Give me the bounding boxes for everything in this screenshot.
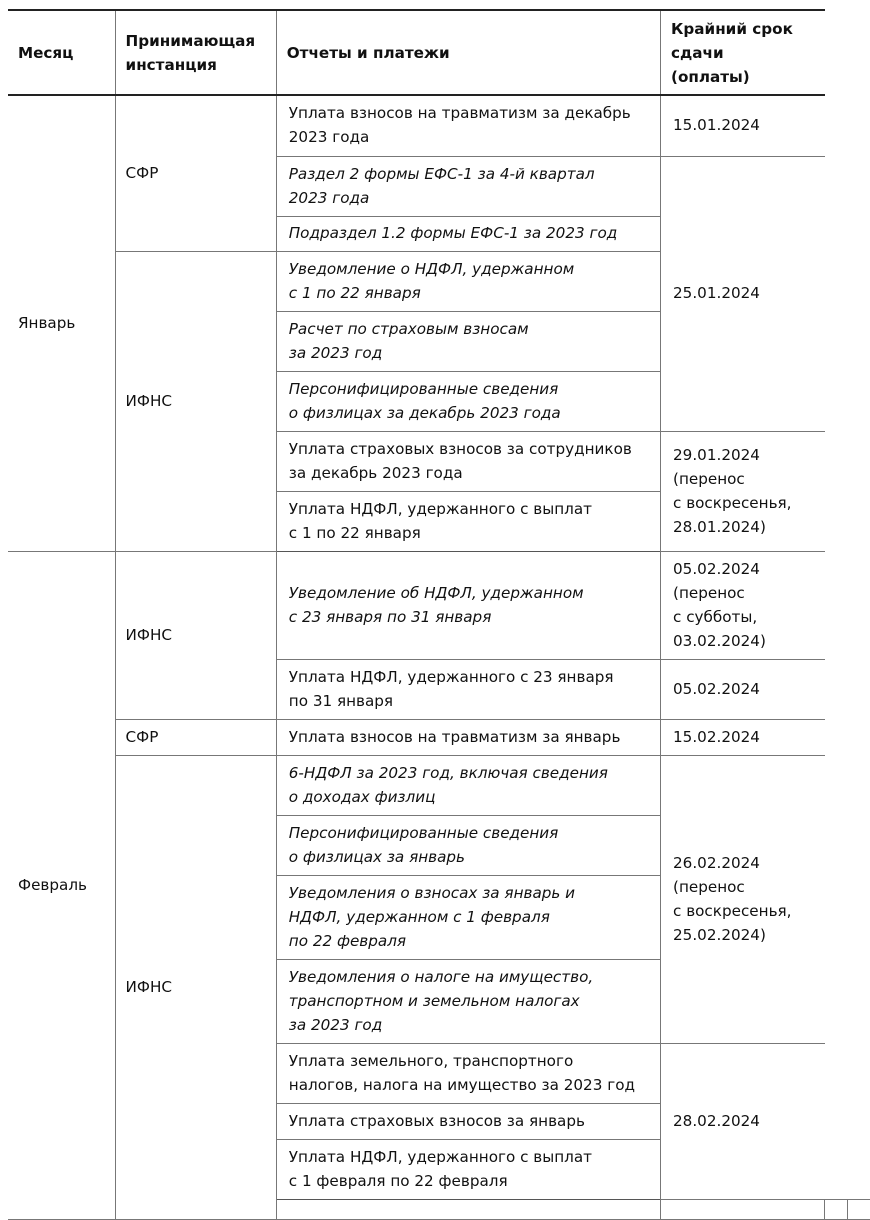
report-line: за декабрь 2023 года xyxy=(289,461,650,485)
report-cell xyxy=(276,659,660,719)
empty-cell xyxy=(848,1199,870,1219)
empty-cell xyxy=(825,1199,848,1219)
report-cell xyxy=(276,815,660,875)
report-line: с 1 по 22 января xyxy=(289,281,650,305)
report-line: о физлицах за декабрь 2023 года xyxy=(289,401,650,425)
report-line: о доходах физлиц xyxy=(289,785,650,809)
authority-cell-sfr: СФР xyxy=(115,719,276,755)
report-line: с 1 февраля по 22 февраля xyxy=(289,1169,650,1193)
report-cell xyxy=(276,959,660,1043)
deadline-cell: 15.01.2024 xyxy=(661,95,825,156)
report-line: о физлицах за январь xyxy=(289,845,650,869)
header-deadline-line: Крайний срок xyxy=(671,17,814,41)
report-line: с 1 по 22 января xyxy=(289,521,650,545)
report-cell xyxy=(276,491,660,551)
header-deadline-line: (оплаты) xyxy=(671,65,814,89)
deadline-cell xyxy=(661,551,825,659)
deadline-line: 26.02.2024 xyxy=(673,851,814,875)
report-line: 2023 года xyxy=(289,186,650,210)
month-cell-february: Февраль xyxy=(8,551,115,1219)
report-line: Уплата взносов на травматизм за январь xyxy=(289,725,650,749)
report-line: 6-НДФЛ за 2023 год, включая сведения xyxy=(289,761,650,785)
deadline-line: 29.01.2024 xyxy=(673,443,814,467)
header-deadline-line: сдачи xyxy=(671,41,814,65)
deadline-line: с субботы, xyxy=(673,605,814,629)
header-row xyxy=(8,10,870,95)
authority-cell-ifns: ИФНС xyxy=(115,251,276,551)
header-authority xyxy=(115,10,276,95)
report-cell xyxy=(276,755,660,815)
report-line: по 31 января xyxy=(289,689,650,713)
report-line: транспортном и земельном налогах xyxy=(289,989,650,1013)
report-line: налогов, налога на имущество за 2023 год xyxy=(289,1073,650,1097)
header-deadline xyxy=(661,10,825,95)
table-row xyxy=(8,95,870,156)
report-line: 2023 года xyxy=(289,125,650,149)
report-line: Персонифицированные сведения xyxy=(289,821,650,845)
report-line: Расчет по страховым взносам xyxy=(289,317,650,341)
deadline-line: 05.02.2024 xyxy=(673,557,814,581)
report-line: НДФЛ, удержанном с 1 февраля xyxy=(289,905,650,929)
report-line: Персонифицированные сведения xyxy=(289,377,650,401)
authority-cell-sfr: СФР xyxy=(115,95,276,251)
report-line: Уведомления о взносах за январь и xyxy=(289,881,650,905)
report-line: Уплата НДФЛ, удержанного с 23 января xyxy=(289,665,650,689)
report-line: Уплата НДФЛ, удержанного с выплат xyxy=(289,497,650,521)
empty-cell xyxy=(661,1199,825,1219)
report-line: Уведомления о налоге на имущество, xyxy=(289,965,650,989)
deadline-line: (перенос xyxy=(673,875,814,899)
report-cell xyxy=(276,311,660,371)
deadline-cell xyxy=(661,431,825,551)
authority-cell-ifns: ИФНС xyxy=(115,551,276,719)
deadline-line: 25.02.2024) xyxy=(673,923,814,947)
report-line: Уплата страховых взносов за январь xyxy=(289,1109,650,1133)
report-line: Уплата НДФЛ, удержанного с выплат xyxy=(289,1145,650,1169)
report-line: Уплата земельного, транспортного xyxy=(289,1049,650,1073)
calendar-table-wrapper xyxy=(8,9,870,1220)
table-row xyxy=(8,551,870,659)
report-line: Уплата страховых взносов за сотрудников xyxy=(289,437,650,461)
report-line: Уведомление о НДФЛ, удержанном xyxy=(289,257,650,281)
report-line: Подраздел 1.2 формы ЕФС-1 за 2023 год xyxy=(289,221,650,245)
report-cell xyxy=(276,251,660,311)
report-line: за 2023 год xyxy=(289,1013,650,1037)
deadline-line: с воскресенья, xyxy=(673,491,814,515)
report-cell xyxy=(276,551,660,659)
report-cell xyxy=(276,431,660,491)
header-authority-line: Принимающая xyxy=(126,29,266,53)
reporting-calendar-table xyxy=(8,9,870,1220)
report-cell xyxy=(276,371,660,431)
report-cell xyxy=(276,95,660,156)
table-row xyxy=(8,719,870,755)
header-month: Месяц xyxy=(8,10,115,95)
deadline-cell: 25.01.2024 xyxy=(661,156,825,431)
report-cell xyxy=(276,719,660,755)
report-cell xyxy=(276,1103,660,1139)
deadline-cell: 28.02.2024 xyxy=(661,1043,825,1199)
authority-cell-ifns: ИФНС xyxy=(115,755,276,1219)
header-reports: Отчеты и платежи xyxy=(276,10,660,95)
report-cell xyxy=(276,875,660,959)
empty-cell xyxy=(276,1199,660,1219)
deadline-cell: 05.02.2024 xyxy=(661,659,825,719)
report-line: Уведомление об НДФЛ, удержанном xyxy=(289,581,650,605)
report-cell xyxy=(276,1139,660,1199)
report-line: за 2023 год xyxy=(289,341,650,365)
report-line: Раздел 2 формы ЕФС-1 за 4-й квартал xyxy=(289,162,650,186)
deadline-cell: 15.02.2024 xyxy=(661,719,825,755)
report-line: с 23 января по 31 января xyxy=(289,605,650,629)
report-cell xyxy=(276,216,660,251)
deadline-cell xyxy=(661,755,825,1043)
deadline-line: (перенос xyxy=(673,467,814,491)
report-line: Уплата взносов на травматизм за декабрь xyxy=(289,101,650,125)
deadline-line: (перенос xyxy=(673,581,814,605)
deadline-line: с воскресенья, xyxy=(673,899,814,923)
deadline-line: 28.01.2024) xyxy=(673,515,814,539)
header-authority-line: инстанция xyxy=(126,53,266,77)
month-cell-january: Январь xyxy=(8,95,115,551)
report-line: по 22 февраля xyxy=(289,929,650,953)
report-cell xyxy=(276,156,660,216)
deadline-line: 03.02.2024) xyxy=(673,629,814,653)
table-row xyxy=(8,755,870,815)
report-cell xyxy=(276,1043,660,1103)
